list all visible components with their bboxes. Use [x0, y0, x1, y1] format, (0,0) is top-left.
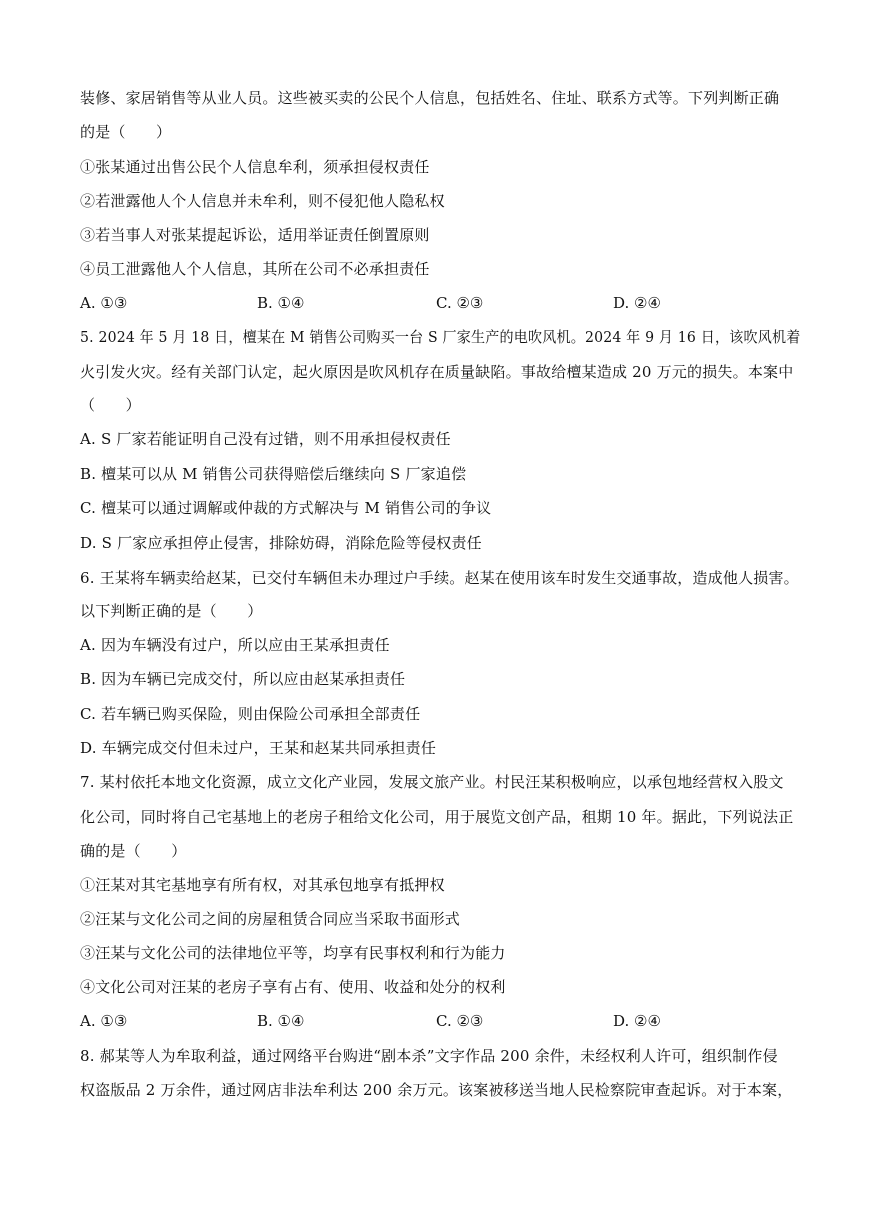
statement-2: ②汪某与文化公司之间的房屋租赁合同应当采取书面形式: [80, 910, 461, 928]
q4-option-d: D. ②④: [613, 294, 661, 312]
q5-option-b: B. 檀某可以从 M 销售公司获得赔偿后继续向 S 厂家追偿: [80, 465, 467, 483]
q5-option-a: A. S 厂家若能证明自己没有过错，则不用承担侵权责任: [80, 430, 451, 448]
text-line: 装修、家居销售等从业人员。这些被买卖的公民个人信息，包括姓名、住址、联系方式等。下列判断正确: [80, 89, 780, 107]
q5-option-d: D. S 厂家应承担停止侵害，排除妨碍，消除危险等侵权责任: [80, 534, 482, 552]
q4-option-b: B. ①④: [257, 294, 305, 312]
q6-option-d: D. 车辆完成交付但未过户，王某和赵某共同承担责任: [80, 739, 437, 757]
statement-4: ④员工泄露他人个人信息，其所在公司不必承担责任: [80, 260, 430, 278]
question-6-stem: 6. 王某将车辆卖给赵某，已交付车辆但未办理过户手续。赵某在使用该车时发生交通事故，造成他人损害。: [80, 569, 799, 587]
question-6-stem: 以下判断正确的是（ ）: [80, 602, 263, 620]
q7-option-d: D. ②④: [613, 1012, 661, 1030]
statement-1: ①汪某对其宅基地享有所有权，对其承包地享有抵押权: [80, 876, 445, 894]
statement-4: ④文化公司对汪某的老房子享有占有、使用、收益和处分的权利: [80, 978, 506, 996]
q6-option-a: A. 因为车辆没有过户，所以应由王某承担责任: [80, 636, 390, 654]
q6-option-b: B. 因为车辆已完成交付，所以应由赵某承担责任: [80, 670, 406, 688]
question-7-stem: 7. 某村依托本地文化资源，成立文化产业园，发展文旅产业。村民汪某积极响应，以承包地经营权入股文: [80, 773, 784, 791]
q4-option-c: C. ②③: [436, 294, 484, 312]
q7-option-a: A. ①③: [80, 1012, 128, 1030]
question-5-stem: （ ）: [80, 396, 141, 414]
statement-2: ②若泄露他人个人信息并未牟利，则不侵犯他人隐私权: [80, 192, 445, 210]
q7-option-c: C. ②③: [436, 1012, 484, 1030]
statement-3: ③汪某与文化公司的法律地位平等，均享有民事权利和行为能力: [80, 944, 506, 962]
text-line: 的是（ ）: [80, 123, 172, 141]
question-5-stem: 5. 2024 年 5 月 18 日，檀某在 M 销售公司购买一台 S 厂家生产的电吹风机。2024 年 9 月 16 日，该吹风机着: [80, 328, 801, 346]
q4-option-a: A. ①③: [80, 294, 128, 312]
statement-1: ①张某通过出售公民个人信息牟利，须承担侵权责任: [80, 158, 430, 176]
question-7-stem: 确的是（ ）: [80, 842, 187, 860]
q5-option-c: C. 檀某可以通过调解或仲裁的方式解决与 M 销售公司的争议: [80, 499, 492, 517]
question-8-stem: 8. 郝某等人为牟取利益，通过网络平台购进“剧本杀”文字作品 200 余件，未经权利人许可，组织制作侵: [80, 1047, 778, 1065]
statement-3: ③若当事人对张某提起诉讼，适用举证责任倒置原则: [80, 226, 430, 244]
q7-option-b: B. ①④: [257, 1012, 305, 1030]
q6-option-c: C. 若车辆已购买保险，则由保险公司承担全部责任: [80, 705, 421, 723]
question-8-stem: 权盗版品 2 万余件，通过网店非法牟利达 200 余万元。该案被移送当地人民检察院审查起诉。对于本案，: [80, 1081, 793, 1099]
question-5-stem: 火引发火灾。经有关部门认定，起火原因是吹风机存在质量缺陷。事故给檀某造成 20 万元的损失。本案中: [80, 363, 794, 381]
question-7-stem: 化公司，同时将自己宅基地上的老房子租给文化公司，用于展览文创产品，租期 10 年。据此，下列说法正: [80, 808, 794, 826]
